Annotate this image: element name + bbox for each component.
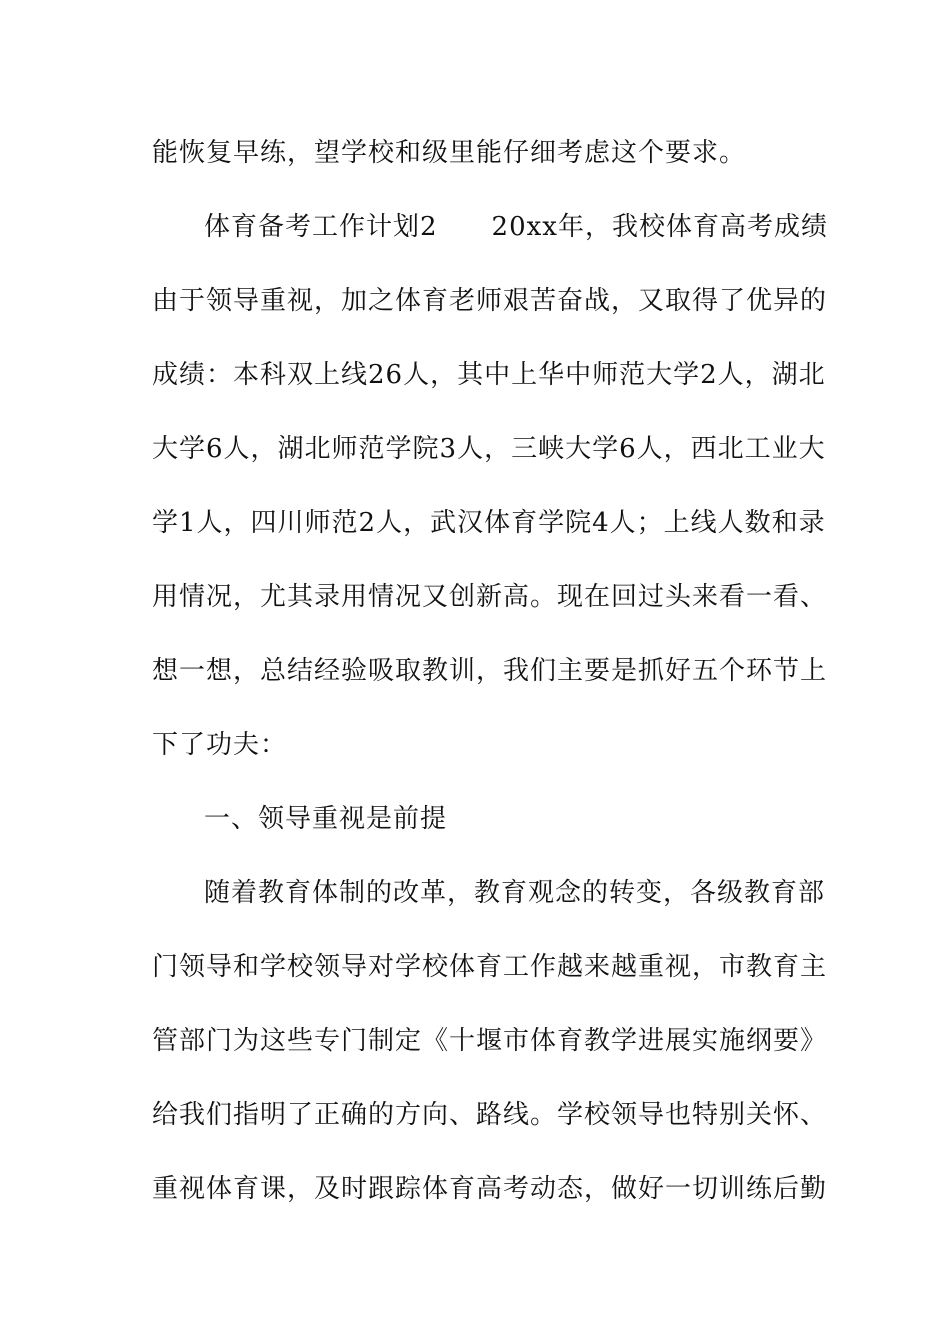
- paragraph-line: 管部门为这些专门制定《十堰市体育教学进展实施纲要》: [152, 1026, 828, 1056]
- paragraph-line: 成绩：本科双上线26人，其中上华中师范大学2人，湖北: [152, 360, 826, 390]
- paragraph-line: 用情况，尤其录用情况又创新高。现在回过头来看一看、: [152, 582, 828, 612]
- paragraph-line: 门领导和学校领导对学校体育工作越来越重视，市教育主: [152, 952, 828, 982]
- paragraph-line: 重视体育课，及时跟踪体育高考动态，做好一切训练后勤: [152, 1174, 828, 1204]
- paragraph-line: 下了功夫：: [152, 730, 288, 760]
- paragraph-line: 给我们指明了正确的方向、路线。学校领导也特别关怀、: [152, 1100, 828, 1130]
- paragraph-line: 能恢复早练，望学校和级里能仔细考虑这个要求。: [152, 138, 747, 168]
- section-title-line: 体育备考工作计划2 20xx年，我校体育高考成绩: [204, 212, 828, 242]
- paragraph-line: 由于领导重视，加之体育老师艰苦奋战，又取得了优异的: [152, 286, 828, 316]
- paragraph-line: 想一想，总结经验吸取教训，我们主要是抓好五个环节上: [152, 656, 828, 686]
- paragraph-line: 大学6人，湖北师范学院3人，三峡大学6人，西北工业大: [152, 434, 826, 464]
- paragraph-line: 学1人，四川师范2人，武汉体育学院4人；上线人数和录: [152, 508, 826, 538]
- section-heading: 一、领导重视是前提: [204, 804, 448, 834]
- paragraph-line: 随着教育体制的改革，教育观念的转变，各级教育部: [204, 878, 826, 908]
